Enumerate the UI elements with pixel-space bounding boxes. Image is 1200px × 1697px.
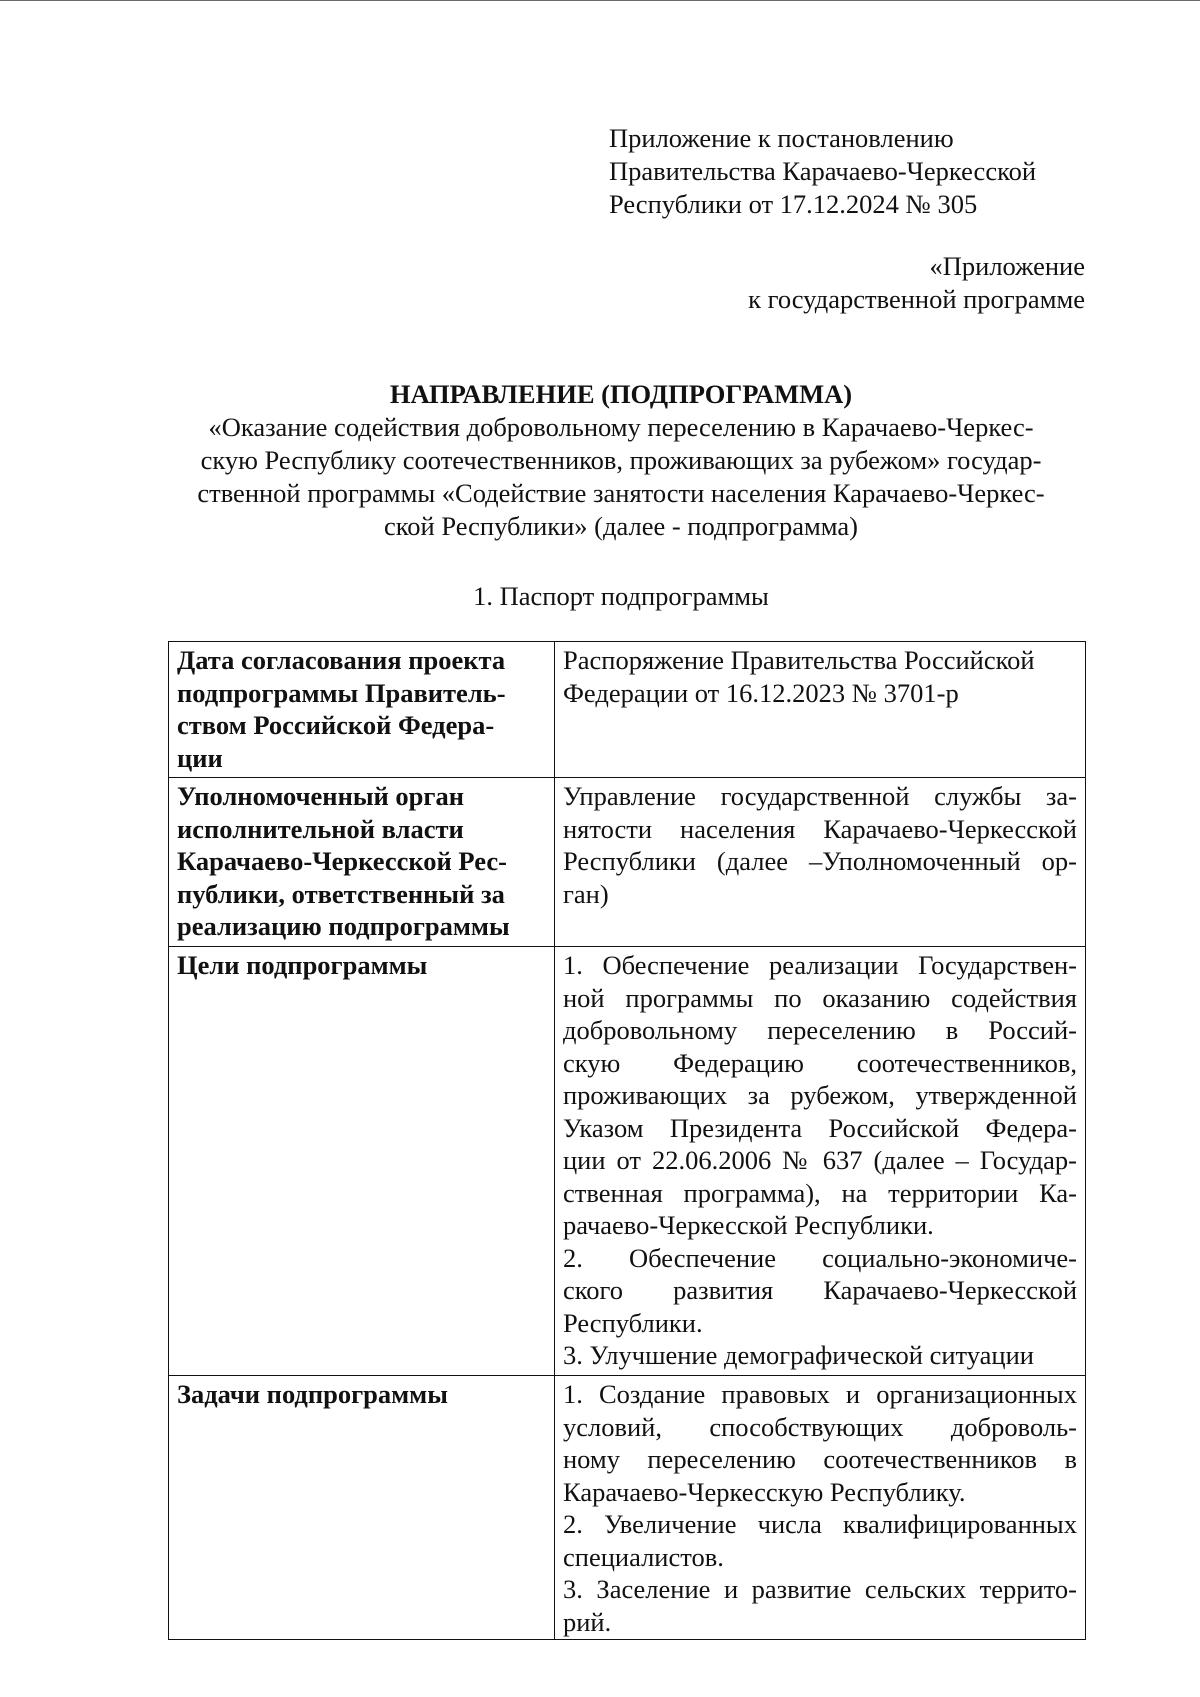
table-row [169,778,1086,947]
value-line: 2. Увеличение числа квалифицированных [563,1509,1077,1539]
value-line: 3. Улучшение демографической ситуации [563,1340,1034,1370]
table-label-cell [169,778,555,947]
value-line: 2. Обеспечение социально-экономиче- [563,1242,1077,1273]
label-line: Уполномоченный орган [177,781,464,811]
value-line: 3. Заселение и развитие сельских террито- [563,1574,1077,1604]
value-line: ственная программа), на территории Ка- [563,1177,1077,1208]
table-label-cell [169,642,555,778]
page-top-edge [0,0,1200,1]
label-line: подпрограммы Правитель- [177,677,506,708]
value-line: ному переселению соотечественников в [563,1444,1077,1474]
value-line: Республики. [563,1307,703,1338]
value-line: 1. Обеспечение реализации Государствен- [563,950,1077,980]
value-line: ции от 22.06.2006 № 637 (далее – Государ- [563,1145,1077,1175]
label-line: публики, ответственный за [177,878,505,909]
approval-line: Правительства Карачаево-Черкесской [609,156,1037,186]
table-value-cell [555,778,1086,947]
document-subtitle-line: «Оказание содействия добровольному переселению в Карачаево-Черкес- [208,412,1034,442]
table-value-cell [555,947,1086,1376]
document-heading [155,378,1087,543]
table-label-cell [169,947,555,1376]
section-title: 1. Паспорт подпрограммы [473,581,769,611]
value-line: ского развития Карачаево-Черкесской [563,1275,1077,1305]
value-line: добровольному переселению в Россий- [563,1015,1077,1045]
value-line: специалистов. [563,1541,724,1572]
label-line: ством Российской Федера- [177,710,495,740]
value-line: ной программы по оказанию содействия [563,982,1077,1013]
appendix-line: «Приложение [929,251,1085,281]
value-line: Управление государственной службы за- [563,781,1077,811]
label-line: Дата согласования проекта [177,645,506,675]
label-line: Карачаево-Черкесской Рес- [177,846,507,876]
approval-stamp [609,122,1036,221]
appendix-note [625,250,1085,316]
value-line: нятости населения Карачаево-Черкесской [563,813,1077,844]
value-line: рий. [563,1606,612,1637]
label-line: ции [177,742,223,773]
label-line: реализацию подпрограммы [177,911,510,941]
label-line: Задачи подпрограммы [177,1379,448,1409]
value-line: рачаево-Черкесской Республики. [563,1210,934,1240]
value-line: Указом Президента Российской Федера- [563,1112,1077,1143]
approval-line: Приложение к постановлению [609,123,954,153]
document-title: НАПРАВЛЕНИЕ (ПОДПРОГРАММА) [389,379,853,409]
document-subtitle-line: ственной программы «Содействие занятости населения Карачаево-Черкес- [197,478,1045,508]
table-value-cell [555,642,1086,778]
document-subtitle-line: скую Республику соотечественников, проживающих за рубежом» государ- [200,445,1042,475]
value-line: ган) [563,878,609,909]
table-label-cell [169,1376,555,1640]
value-line: проживающих за рубежом, утвержденной [563,1080,1077,1110]
value-line: скую Федерацию соотечественников, [563,1047,1077,1078]
label-line: исполнительной власти [177,813,464,844]
value-line: Карачаево-Черкесскую Республику. [563,1476,966,1507]
table-value-cell [555,1376,1086,1640]
table-row [169,642,1086,778]
value-line: Федерации от 16.12.2023 № 3701-р [563,677,959,708]
value-line: Распоряжение Правительства Российской [563,645,1035,675]
passport-table [168,641,1086,1640]
appendix-line: к государственной программе [748,284,1085,314]
table-row [169,1376,1086,1640]
value-line: 1. Создание правовых и организационных [563,1379,1077,1409]
label-line: Цели подпрограммы [177,950,428,980]
approval-line: Республики от 17.12.2024 № 305 [609,189,978,219]
value-line: условий, способствующих доброволь- [563,1411,1077,1442]
document-subtitle-line: ской Республики» (далее - подпрограмма) [384,511,858,541]
value-line: Республики (далее –Уполномоченный ор- [563,846,1077,876]
table-row [169,947,1086,1376]
